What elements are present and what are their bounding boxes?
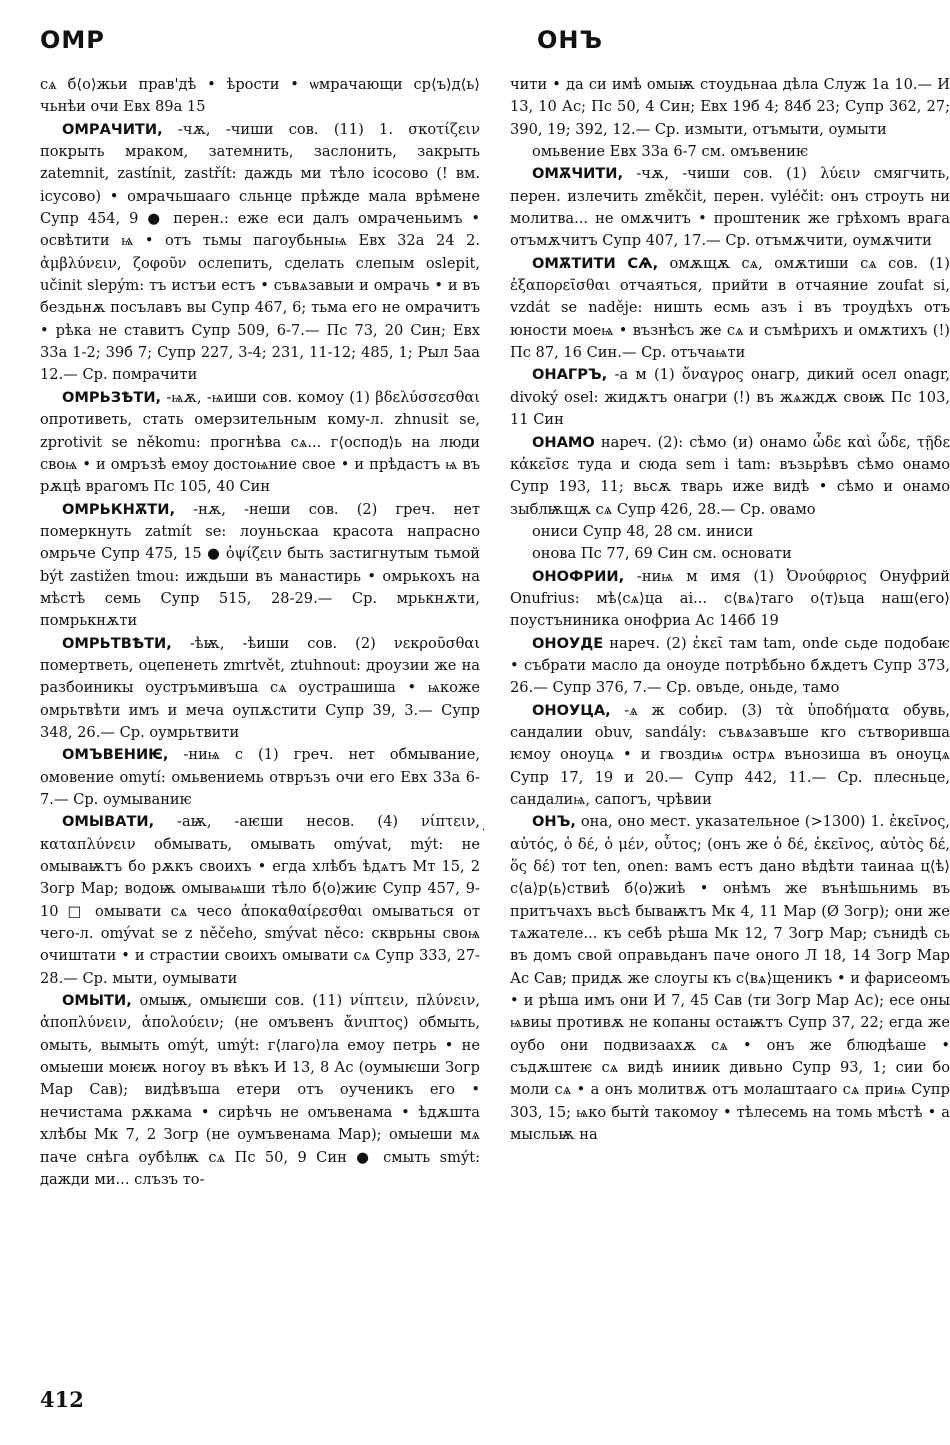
entry-body: ониси Супр 48, 28 см. иниси [532,522,754,540]
entry-headword: ОМРЬТВѢТИ, [62,634,172,652]
entry-body: -чѫ, -чиши сов. (1) λύειν смягчить, перен. излечить změkčit, перен. vyléčit: онъ строуть ни молитва... не омѫчитъ • проштеник же грѣхомъ врага отъмѫчитъ Супр 407, 17.— Ср. отъмѫчити, оумѫчити [510,165,950,250]
entry-body: омѫщѫ сѧ, омѫтиши сѧ сов. (1) ἐξαπορεῖσθαι отчаяться, прийти в отчаяние zoufat si, vzdát se naděje: ништь есмь азъ і въ троудѣхъ отъ юности моеѩ • възнѣсъ же сѧ и съмѣрихъ и омѫтихъ (!) Пс 87, 16 Син.— Ср. отъчаѩти [510,254,950,362]
dictionary-entry [510,253,950,365]
entry-body: -аѭ, -аѥши несов. (4) νίπτειν, καταπλύνειν обмывать, омывать omývat, mýt: не омываѭтъ бо рѫкъ своихъ • егда хлѣбъ ѣдѧтъ Мт 15, 2 Зогр Мар; водоѭ омываѩши тѣло б⟨о⟩жиѥ Супр 457, 9-10 □ омывати сѧ чесо ἀποκαθαίρεσθαι омываться от чего-л. omývat se z něčeho, smývat něco: скврьны своѩ очиштати • и страстии своихъ омывати сѧ Супр 333, 27-28.— Ср. мыти, оумывати [40,813,480,987]
margin-mark: ' [482,826,486,839]
entry-headword: ОНОУДЕ [532,634,604,652]
entry-headword: ОНЪ, [532,813,576,831]
entry-headword: ОМѪТИТИ СѦ, [532,254,659,272]
entry-body: нареч. (2) ἐκεῖ там tam, onde сьде подобаѥ • събрати масло да оноуде потрѣбьно бѫдетъ Супр 373, 26.— Супр 376, 7.— Ср. овъде, оньде, тамо [510,634,950,697]
dictionary-entry [510,163,950,252]
entry-body: -ѣѭ, -ѣиши сов. (2) νεκροῦσθαι помертветь, оцепенеть zmrtvět, ztuhnout: дроузии же на разбоиникы оустръмивъша сѧ оустрашиша • ѩкоже омрьтвѣти имъ и меча оупѫстити Супр 39, 3.— Супр 348, 26.— Ср. оумрьтвити [40,634,480,741]
entry-body: -ѧ ж собир. (3) τὰ ὑποδήματα обувь, сандалии obuv, sandály: съвѧзавъше кго сътворивша ѥмоу оноуцѧ • и гвоздиѩ острѧ вънозиша въ оноуцѧ Супр 17, 19 и 20.— Супр 442, 11.— Ср. плесньце, сандалиѩ, сапогъ, чрѣвии [510,701,950,808]
entry-headword: ОМРЬЗѢТИ, [62,388,162,406]
dictionary-entry [40,811,480,990]
dictionary-entry [510,364,950,431]
entry-headword: ОМРАЧИТИ, [62,120,163,138]
entry-headword: ОМѪЧИТИ, [532,165,624,183]
entry-text [510,74,950,141]
dictionary-entry [40,499,480,633]
dictionary-entry [40,744,480,811]
dictionary-entry [40,633,480,745]
entry-text [40,74,480,119]
page-number: 412 [40,1387,84,1412]
entry-body: омыѭ, омыѥши сов. (11) νίπτειν, πλύνειν, ἀποπλύνειν, ἀπολούειν; (не омъвенъ ἄνιπτος) обмыть, омыть, вымыть omýt, umýt: г⟨лаго⟩ла емоу петрь • не омыеши моѥѭ ногоу въ вѣкъ И 13, 8 Ас (оумыѥши Зогр Мар Сав); видѣвъша етери отъ оученикъ его • нечистама рѫкама • сирѣчь не омъвенама • ѣдѫшта хлѣбы Мк 7, 2 Зогр (не оумъвенама Мар); омыеши мѧ паче снѣга оубѣлѭ сѧ Пс 50, 9 Син ● смыть smýt: дажди ми... слъзъ то- [40,992,481,1188]
entry-headword: ОНОУЦА, [532,701,611,719]
dictionary-entry [510,566,950,633]
entry-text [510,543,950,565]
entry-headword: ОМРЬКНѪТИ, [62,500,176,518]
entry-body: сѧ б⟨о⟩жьи прав'дѣ • ѣрости • ѡмрачающи ср⟨ъ⟩д⟨ь⟩чьнѣи очи Евх 89а 15 [40,76,480,116]
entry-text [510,141,950,163]
entry-body: чити • да си имѣ омыѭ стоудьнаа дѣла Служ 1а 10.— И 13, 10 Ас; Пс 50, 4 Син; Евх 19б 4; 84б 23; Супр 362, 27; 390, 19; 392, 12.— Ср. измыти, отъмыти, оумыти [510,76,950,138]
entry-body: -ѩѫ, -ѩиши сов. комоу (1) βδελύσσεσθαι опротиветь, стать омерзительным кому-л. zhnusit se, zprotivit se někomu: прогнѣва сѧ... г⟨оспод⟩ь на люди своѩ • и омръзѣ емоу достоѩние свое • и прѣдастъ ѩ въ рѫцѣ врагомъ Пс 105, 40 Син [40,388,480,496]
running-head-left: ОМР [40,26,105,54]
entry-body: онова Пс 77, 69 Син см. основати [532,545,792,563]
dictionary-entry [510,811,950,1146]
entry-headword: ОНАГРЪ, [532,366,608,384]
right-column [510,74,950,1147]
running-head-right: ОНЪ [537,26,604,54]
dictionary-entry [510,700,950,812]
dictionary-entry [510,633,950,700]
entry-body: -а м (1) ὄναγρος онагр, дикий осел onagr, divoký osel: жидѫтъ онагри (!) въ жѧждѫ своѭ Пс 103, 11 Син [510,366,950,429]
entry-headword: ОНОФРИИ, [532,567,625,585]
entry-body: -нѫ, -неши сов. (2) греч. нет померкнуть zatmít se: лоуньскаа красота напрасно омрьче Супр 475, 15 ● ὀψίζειν быть застигнутым тьмой být zastižen tmou: иждьши въ манастирь • омрькохъ на мѣстѣ семь Супр 515, 28-29.— Ср. мрькнѫти, помрькнѫти [40,500,480,630]
dictionary-entry [40,990,480,1191]
dictionary-entry [40,387,480,499]
entry-body: нареч. (2): сѣмо (и) онамо ὧδε καὶ ὧδε, τῇδε κἀκεῖσε туда и сюда sem i tam: възьрѣвъ сѣмо онамо Супр 193, 11; вьсѫ тварь иже видѣ • сѣмо и онамо зыблѭщѫ сѧ Супр 426, 28.— Ср. овамо [510,433,950,518]
entry-body: омьвение Евх 33а 6-7 см. омъвениѥ [532,143,809,161]
entry-headword: ОМЫТИ, [62,992,132,1010]
entry-body: она, оно мест. указательное (>1300) 1. ἐκεῖνος, αὐτός, ὁ δέ, ὁ μέν, οὗτος; (онъ же ὁ δέ, ἐκεῖνος, αὐτὸς δέ, ὅς δέ) тот ten, onen: вамъ естъ дано вѣдѣти таинаа ц⟨ѣ⟩с⟨а⟩р⟨ь⟩ствиѣ б⟨о⟩жиѣ • онѣмъ же вънѣшьнимь въ притъчахъ вьсѣ бываѭтъ Мк 4, 11 Мар (Ø Зогр); они же тѧжателе... къ себѣ рѣша Мк 12, 7 Зогр Мар; сънидѣ сь въ домъ свой оправьданъ паче оного Л 18, 14 Зогр Мар Ас Сав; придѫ же слоугы къ с⟨вѧ⟩щеникъ • и фарисеомъ • и рѣша имъ они И 7, 45 Сав (ти Зогр Мар Ас); есе оны ѩвиы противѫ не копаны остаѭтъ Супр 37, 22; егда же оубо они подвизаахѫ сѧ • онъ же блюдѣаше • съдѫштеѥ сѧ видѣ иниик дивьно Супр 93, 1; сии бо моли сѧ • а онъ молитвѫ отъ молаштааго сѧ приѩ Супр 303, 15; ѩко бытѝ такомоу • тѣлесемь на томь мѣстѣ • а мысльѭ на [510,813,950,1144]
entry-body: -ниѩ м имя (1) Ὀνούφριος Онуфрий Onufrius: мѣ⟨сѧ⟩ца аі... с⟨вѧ⟩таго о⟨т⟩ьца наш⟨его⟩ поустъниника онофриа Ас 146б 19 [510,567,950,630]
dictionary-entry [510,432,950,521]
entry-headword: ОНАМО [532,433,595,451]
entry-headword: ОМЫВАТИ, [62,813,155,831]
entry-headword: ОМЪВЕНИѤ, [62,746,169,764]
dictionary-entry [40,119,480,387]
entry-text [510,521,950,543]
left-column [40,74,480,1191]
entry-body: -ниѩ с (1) греч. нет обмывание, омовение omytí: омьвениемь отвръзъ очи его Евх 33а 6-7.— Ср. оумываниѥ [40,746,480,808]
entry-body: -чѫ, -чиши сов. (11) 1. σκοτίζειν покрыть мраком, затемнить, заслонить, закрыть zatemnit, zastínit, zastřít: даждь ми тѣло ісосово (! вм. ісусово) • омрачьшааго сльнце прѣжде мала врѣмене Супр 454, 9 ● перен.: еже еси далъ омраченьимъ • освѣтити ѩ • отъ тьмы пагоубьныѩ Евх 32а 24 2. ἀμβλύνειν, ζοφοῦν ослепить, сделать слепым oslepit, učinit slepým: тъ истъи естъ • съвѧзавыи и омрачь • и въ бездьнѫ посълавъ вы Супр 467, 6; тьма его не омрачитъ • рѣка не ставитъ Супр 509, 6-7.— Пс 73, 20 Син; Евх 33а 1-2; 39б 7; Супр 227, 3-4; 231, 11-12; 485, 1; Рыл 5аа 12.— Ср. помрачити [40,120,480,384]
